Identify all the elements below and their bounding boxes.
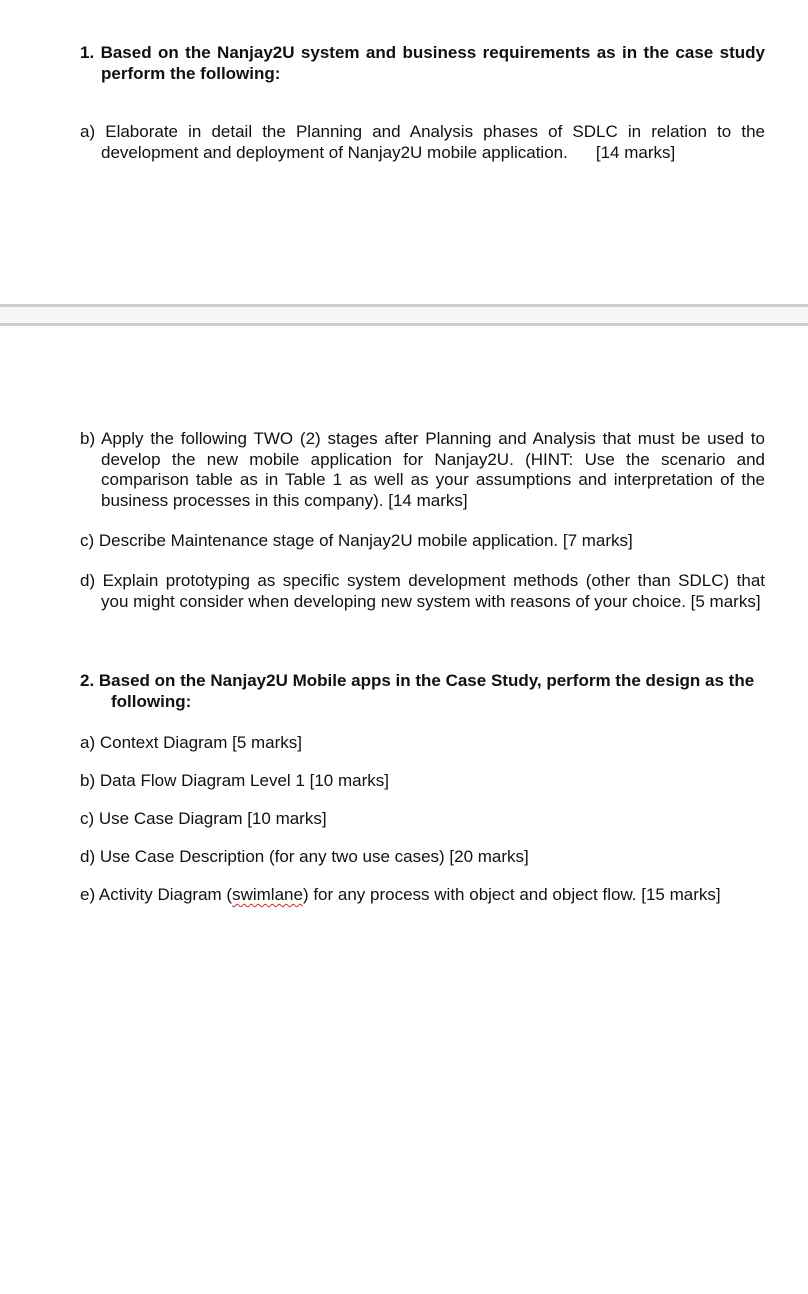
question-2e-prefix: e) Activity Diagram (	[80, 885, 233, 904]
question-1c-text: c) Describe Maintenance stage of Nanjay2U mobile application. [7 marks]	[80, 531, 633, 550]
spellcheck-flagged-word: swimlane	[232, 885, 303, 904]
question-2d-text: d) Use Case Description (for any two use cases) [20 marks]	[80, 847, 529, 866]
question-2e-suffix: ) for any process with object and object flow. [15 marks]	[302, 885, 721, 904]
page-break-separator	[0, 304, 808, 326]
question-2c-text: c) Use Case Diagram [10 marks]	[80, 809, 327, 828]
question-2e-text	[80, 885, 721, 906]
question-1a-text	[80, 122, 765, 163]
question-2-heading: 2. Based on the Nanjay2U Mobile apps in the Case Study, perform the design as the following:	[80, 671, 755, 711]
question-2b-text: b) Data Flow Diagram Level 1 [10 marks]	[80, 771, 389, 790]
question-2a-text: a) Context Diagram [5 marks]	[80, 733, 303, 752]
question-1a-body: a) Elaborate in detail the Planning and Analysis phases of SDLC in relation to the development and deployment of Nanjay2U mobile application.	[80, 122, 765, 162]
question-1-heading: 1. Based on the Nanjay2U system and business requirements as in the case study perform the following:	[80, 43, 765, 83]
question-1a-marks: [14 marks]	[595, 142, 676, 162]
question-1b-text: b) Apply the following TWO (2) stages after Planning and Analysis that must be used to develop the new mobile application for Nanjay2U. (HINT: Use the scenario and comparison table as in Table 1 as well as your assumptions and interpretation of the business processes in this company). [14 marks]	[80, 429, 765, 510]
question-1d-text: d) Explain prototyping as specific system development methods (other than SDLC) that you might consider when developing new system with reasons of your choice. [5 marks]	[80, 571, 765, 611]
